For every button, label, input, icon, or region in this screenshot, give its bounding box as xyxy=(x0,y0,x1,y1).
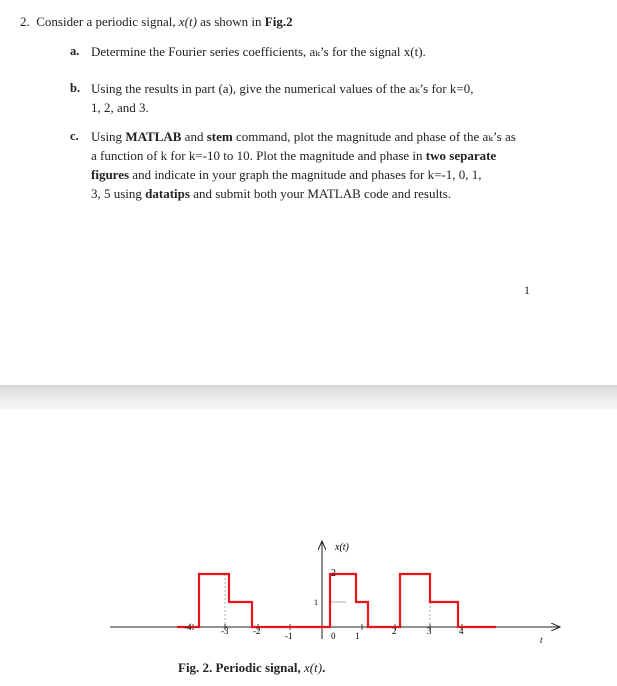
tick-label: -3 xyxy=(221,626,229,636)
part-a-letter: a. xyxy=(70,44,80,58)
figure-caption: Fig. 2. Periodic signal, x(t). xyxy=(178,660,326,675)
page-separator xyxy=(0,385,617,409)
tick-label: 3 xyxy=(427,626,432,636)
tick-label: 4 xyxy=(459,626,464,636)
figure-reference: Fig.2 xyxy=(264,14,293,29)
t-axis-label: t xyxy=(540,635,543,645)
tick-label: -2 xyxy=(253,626,261,636)
periodic-signal-figure xyxy=(0,409,617,681)
part-c-letter: c. xyxy=(70,129,79,143)
signal-axis-label: x(t) xyxy=(335,542,349,553)
tick-label: 1 xyxy=(355,631,360,641)
tick-label: -4 xyxy=(184,622,192,632)
x-tick-labels xyxy=(184,622,464,641)
part-b-letter: b. xyxy=(70,81,81,95)
document-page-bottom xyxy=(0,409,617,681)
part-c-text: Using MATLAB and stem command, plot the magnitude and phase of the aₖ’s as a function of k for k=-10 to 10. Plot the magnitude and phase in two separate figures and indicate in your graph the magnitude and phases for k=-1, 0, 1, 3, 5 using datatips and submit both your MATLAB code and results. xyxy=(91,129,516,201)
part-b-text: Using the results in part (a), give the numerical values of the aₖ’s for k=0, 1, 2, and 3. xyxy=(91,81,474,115)
page-number: 1 xyxy=(524,283,530,297)
question-number: 2. xyxy=(20,14,30,29)
tick-label: 2 xyxy=(392,626,397,636)
tick-label: -1 xyxy=(285,631,293,641)
tick-label: 0 xyxy=(331,631,336,641)
y-label-2: 2 xyxy=(331,568,336,579)
question-2-line: 2. Consider a periodic signal, x(t) as shown in Fig.2 xyxy=(20,14,293,29)
part-a-text: Determine the Fourier series coefficients, aₖ’s for the signal x(t). xyxy=(91,44,426,59)
y-label-1: 1 xyxy=(314,598,318,607)
